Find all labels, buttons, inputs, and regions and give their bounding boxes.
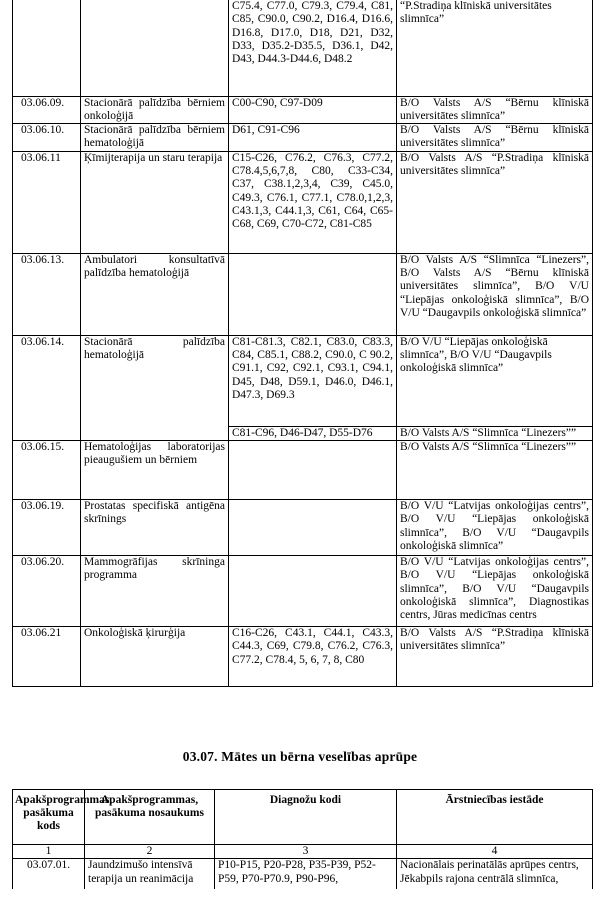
column-number: 4 xyxy=(397,845,593,859)
diagnosis-codes: C81-C96, D46-D47, D55-D76 xyxy=(229,426,397,440)
program-code: 03.06.19. xyxy=(13,499,81,555)
section-heading: 03.07. Mātes un bērna veselības aprūpe xyxy=(182,749,418,764)
program-code: 03.06.09. xyxy=(13,96,81,124)
institution: B/O V/U “Liepājas onkoloģiskā slimnīca”, B/O V/U “Daugavpils onkoloģiskā slimnīca” xyxy=(397,335,593,426)
diagnosis-codes xyxy=(229,253,397,335)
program-name: Stacionārā palīdzība hematoloģijā xyxy=(81,335,229,440)
institution: B/O Valsts A/S “Slimnīca “Linezers”” xyxy=(397,440,593,499)
program-code xyxy=(13,0,81,96)
diagnosis-codes: C81-C81.3, C82.1, C83.0, C83.3, C84, C85.1, C88.2, C90.0, C 90.2, C91.1, C92, C92.1, C93.1, C94.1, D45, D48, D59.1, D46.0, D46.1, D47.3, D69.3 xyxy=(229,335,397,426)
healthcare-programs-table-03-06 xyxy=(12,0,593,687)
table-row xyxy=(13,96,593,124)
program-name: Prostatas specifiskā antigēna skrīnings xyxy=(81,499,229,555)
diagnosis-codes: D61, C91-C96 xyxy=(229,124,397,152)
institution: “P.Stradiņa klīniskā universitātes slimnīca” xyxy=(397,0,593,96)
institution: B/O Valsts A/S “Slimnīca “Linezers”” xyxy=(397,426,593,440)
program-code: 03.06.11 xyxy=(13,151,81,253)
column-number: 2 xyxy=(85,845,215,859)
diagnosis-codes: C75.4, C77.0, C79.3, C79.4, C81, C85, C90.0, C90.2, D16.4, D16.6, D16.8, D17.0, D18, D21, D32, D33, D35.2-D35.5, D36.1, D42, D43, D44.3-D44.6, D48.2 xyxy=(229,0,397,96)
program-code: 03.06.14. xyxy=(13,335,81,440)
program-name: Ambulatori konsultatīvā palīdzība hematoloģijā xyxy=(81,253,229,335)
table-row xyxy=(13,253,593,335)
institution: B/O Valsts A/S “P.Stradiņa klīniskā universitātes slimnīca” xyxy=(397,626,593,686)
institution: B/O Valsts A/S “Slimnīca “Linezers”, B/O Valsts A/S “Bērnu klīniskā universitātes slimnīca”, B/O V/U “Liepājas onkoloģiskā slimnīca”, B/O V/U “Daugavpils onkoloģiskā slimnīca” xyxy=(397,253,593,335)
table-row xyxy=(13,859,593,889)
program-code: 03.06.10. xyxy=(13,124,81,152)
maternal-child-health-table xyxy=(12,789,593,889)
diagnosis-codes xyxy=(229,555,397,626)
program-code: 03.06.21 xyxy=(13,626,81,686)
table-header-row xyxy=(13,790,593,845)
program-name: Jaundzimušo intensīvā terapija un reanimācija xyxy=(85,859,215,889)
table-row xyxy=(13,626,593,686)
table-row xyxy=(13,440,593,499)
institution: B/O V/U “Latvijas onkoloģijas centrs”, B/O V/U “Liepājas onkoloģiskā slimnīca”, B/O V/U “Daugavpils onkoloģiskā slimnīca”, Diagnostikas centrs, Jūras medicīnas centrs xyxy=(397,555,593,626)
column-header-code: Apakšprogrammas, pasākuma kods xyxy=(13,790,85,845)
table-row xyxy=(13,0,593,96)
table-row xyxy=(13,151,593,253)
diagnosis-codes xyxy=(229,440,397,499)
program-name: Ķīmijterapija un staru terapija xyxy=(81,151,229,253)
institution: B/O V/U “Latvijas onkoloģijas centrs”, B/O V/U “Liepājas onkoloģiskā slimnīca”, B/O V/U “Daugavpils onkoloģiskā slimnīca” xyxy=(397,499,593,555)
program-name: Mammogrāfijas skrīninga programma xyxy=(81,555,229,626)
program-name xyxy=(81,0,229,96)
diagnosis-codes: C00-C90, C97-D09 xyxy=(229,96,397,124)
program-name: Onkoloģiskā ķirurģija xyxy=(81,626,229,686)
column-header-institution: Ārstniecības iestāde xyxy=(397,790,593,845)
column-number: 3 xyxy=(215,845,397,859)
column-number: 1 xyxy=(13,845,85,859)
column-number-row xyxy=(13,845,593,859)
program-name: Stacionārā palīdzība bērniem hematoloģijā xyxy=(81,124,229,152)
table-row xyxy=(13,555,593,626)
diagnosis-codes xyxy=(229,499,397,555)
table-row xyxy=(13,499,593,555)
diagnosis-codes: C16-C26, C43.1, C44.1, C43.3, C44.3, C69, C79.8, C76.2, C76.3, C77.2, C78.4, 5, 6, 7, 8, C80 xyxy=(229,626,397,686)
table-row xyxy=(13,335,593,426)
program-code: 03.07.01. xyxy=(13,859,85,889)
table-row xyxy=(13,124,593,152)
diagnosis-codes: C15-C26, C76.2, C76.3, C77.2, C78.4,5,6,7,8, C80, C33-C34, C37, C38.1,2,3,4, C39, C45.0, C49.3, C76.1, C77.1, C78.0,1,2,3, C43.1,3, C44.1,3, C61, C64, C65-C68, C69, C70-C72, C81-C85 xyxy=(229,151,397,253)
institution: B/O Valsts A/S “Bērnu klīniskā universitātes slimnīca” xyxy=(397,124,593,152)
column-header-diagnosis: Diagnožu kodi xyxy=(215,790,397,845)
institution: B/O Valsts A/S “P.Stradiņa klīniskā universitātes slimnīca” xyxy=(397,151,593,253)
diagnosis-codes: P10-P15, P20-P28, P35-P39, P52-P59, P70-P70.9, P90-P96, xyxy=(215,859,397,889)
program-code: 03.06.15. xyxy=(13,440,81,499)
institution: B/O Valsts A/S “Bērnu klīniskā universitātes slimnīca” xyxy=(397,96,593,124)
program-name: Stacionārā palīdzība bērniem onkoloģijā xyxy=(81,96,229,124)
column-header-name: Apakšprogrammas, pasākuma nosaukums xyxy=(85,790,215,845)
program-code: 03.06.20. xyxy=(13,555,81,626)
program-name: Hematoloģijas laboratorijas pieaugušiem un bērniem xyxy=(81,440,229,499)
institution: Nacionālais perinatālās aprūpes centrs, Jēkabpils rajona centrālā slimnīca, xyxy=(397,859,593,889)
program-code: 03.06.13. xyxy=(13,253,81,335)
